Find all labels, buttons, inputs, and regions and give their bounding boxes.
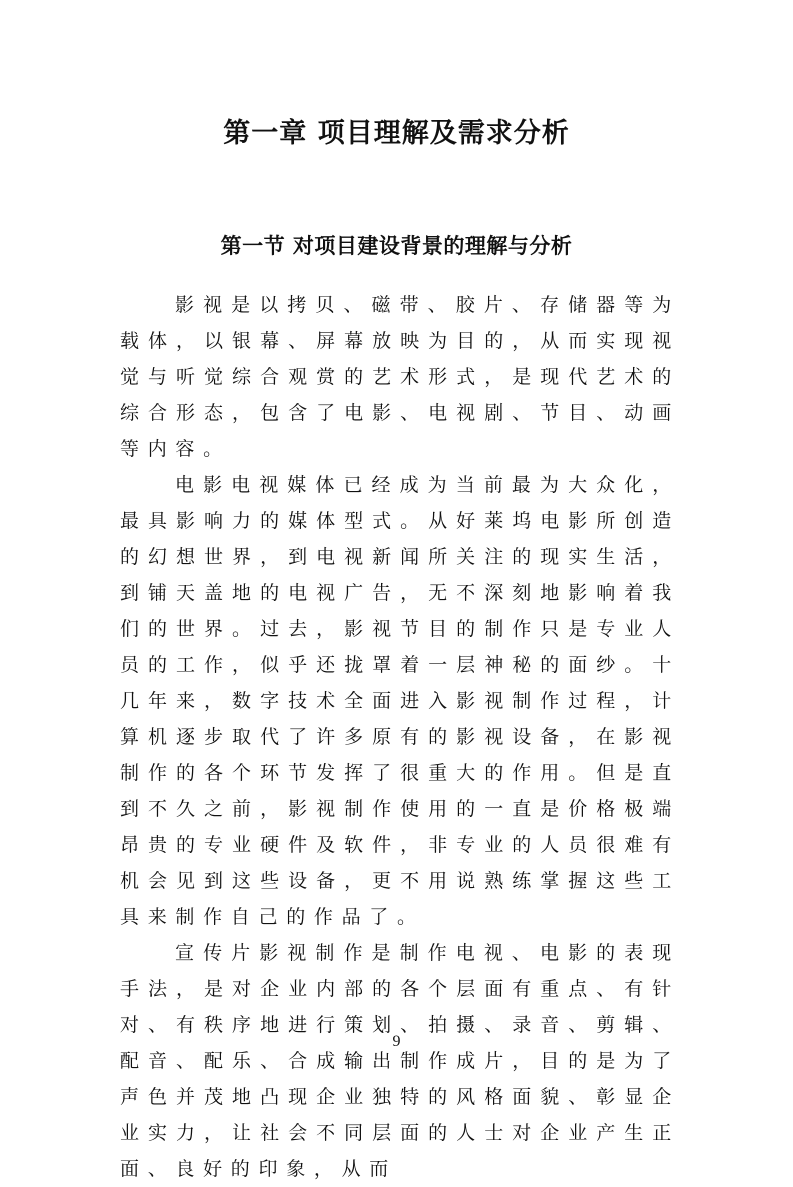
section-title: 第一节 对项目建设背景的理解与分析 [220, 234, 573, 259]
chapter-title: 第一章 项目理解及需求分析 [223, 118, 570, 150]
page-number: 9 [392, 1033, 401, 1050]
paragraph: 影视是以拷贝、磁带、胶片、存储器等为载体，以银幕、屏幕放映为目的，从而实现视觉与听觉综合观赏的艺术形式，是现代艺术的综合形态，包含了电影、电视剧、节目、动画等内容。 [120, 294, 680, 460]
paragraph: 宣传片影视制作是制作电视、电影的表现手法，是对企业内部的各个层面有重点、有针对、有秩序地进行策划、拍摄、录音、剪辑、配音、配乐、合成输出制作成片，目的是为了声色并茂地凸现企业独特的风格面貌、彰显企业实力，让社会不同层面的人士对企业产生正面、良好的印象，从而 [120, 942, 680, 1180]
body-text [120, 287, 680, 1187]
paragraph: 电影电视媒体已经成为当前最为大众化，最具影响力的媒体型式。从好莱坞电影所创造的幻想世界，到电视新闻所关注的现实生活，到铺天盖地的电视广告，无不深刻地影响着我们的世界。过去，影视节目的制作只是专业人员的工作，似乎还拢罩着一层神秘的面纱。十几年来，数字技术全面进入影视制作过程，计算机逐步取代了许多原有的影视设备，在影视制作的各个环节发挥了很重大的作用。但是直到不久之前，影视制作使用的一直是价格极端昂贵的专业硬件及软件，非专业的人员很难有机会见到这些设备，更不用说熟练掌握这些工具来制作自己的作品了。 [120, 474, 680, 928]
